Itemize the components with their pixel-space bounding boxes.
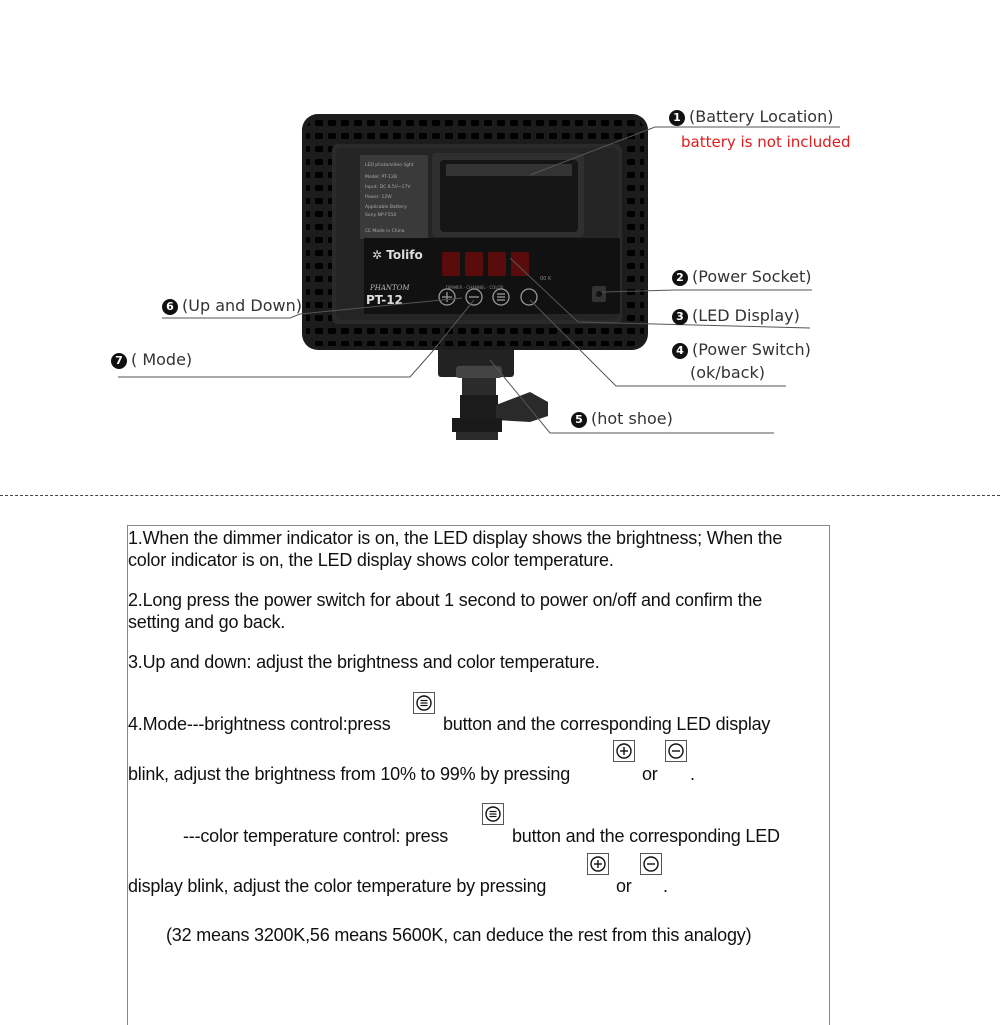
svg-text:DIMMER · CHANNEL · COLOR: DIMMER · CHANNEL · COLOR: [446, 285, 504, 290]
instr-4a-pre: 4.Mode---brightness control:press: [128, 714, 391, 734]
instr-3: 3.Up and down: adjust the brightness and color temperature.: [128, 652, 600, 672]
svg-text:Sony NP-F550: Sony NP-F550: [365, 213, 397, 218]
callout-label: (Power Socket): [692, 267, 812, 286]
svg-text:CE Made in China: CE Made in China: [365, 229, 405, 234]
callout-label: (hot shoe): [591, 409, 673, 428]
callout-label: ( Mode): [131, 350, 193, 369]
callout-number: 2: [672, 270, 688, 286]
callout-mode: [111, 350, 192, 369]
hot-shoe-mount: [438, 345, 548, 440]
svg-text:00 K: 00 K: [540, 276, 552, 282]
callout-label: (LED Display): [692, 306, 800, 325]
instr-4c-pre: ---color temperature control: press: [183, 826, 449, 846]
callout-number: 3: [672, 309, 688, 325]
callout-up-down: [162, 296, 302, 315]
instr-1a: 1.When the dimmer indicator is on, the LED display shows the brightness; When the: [128, 528, 783, 548]
callout-power-switch-sub: (ok/back): [690, 363, 765, 382]
svg-text:Model: PT-12B: Model: PT-12B: [365, 175, 397, 180]
callout-label: (Up and Down): [182, 296, 302, 315]
callout-led-display: [672, 306, 800, 325]
instr-4b-pre: blink, adjust the brightness from 10% to 99% by pressing: [128, 764, 571, 784]
callout-hot-shoe: [571, 409, 673, 428]
callout-number: 6: [162, 299, 178, 315]
svg-text:PHANTOM: PHANTOM: [370, 284, 410, 292]
callout-number: 5: [571, 412, 587, 428]
svg-text:Input: DC 6.5V~17V: Input: DC 6.5V~17V: [365, 185, 411, 190]
instr-4b-end: .: [690, 764, 695, 784]
callout-power-switch: [672, 340, 811, 359]
battery-note: battery is not included: [681, 133, 851, 151]
callout-battery-location: [669, 107, 833, 126]
section-divider: [0, 495, 1000, 496]
instr-2b: setting and go back.: [128, 612, 286, 632]
callout-number: 1: [669, 110, 685, 126]
callout-number: 7: [111, 353, 127, 369]
callout-power-socket: [672, 267, 812, 286]
svg-text:LED photo/video light: LED photo/video light: [365, 163, 414, 168]
instr-1b: color indicator is on, the LED display shows color temperature.: [128, 550, 614, 570]
plus-icon: [613, 740, 635, 762]
svg-text:✲ Tolifo: ✲ Tolifo: [372, 248, 423, 262]
instr-4d-pre: display blink, adjust the color temperature by pressing: [128, 876, 547, 896]
plus-icon: [587, 853, 609, 875]
svg-text:PT-12: PT-12: [366, 293, 403, 307]
callout-label: (Battery Location): [689, 107, 834, 126]
callout-label: (Power Switch): [692, 340, 811, 359]
product-diagram: [0, 0, 1000, 480]
instr-4d-end: .: [663, 876, 668, 896]
minus-icon: [640, 853, 662, 875]
callout-number: 4: [672, 343, 688, 359]
instr-4d-or: or: [616, 876, 632, 896]
minus-icon: [665, 740, 687, 762]
instr-4b-or: or: [642, 764, 658, 784]
instr-4a-post: button and the corresponding LED display: [443, 714, 771, 734]
svg-text:Applicable Battery:: Applicable Battery:: [365, 205, 408, 210]
instr-2a: 2.Long press the power switch for about 1 second to power on/off and confirm the: [128, 590, 763, 610]
mode-icon: [413, 692, 435, 714]
mode-icon: [482, 803, 504, 825]
svg-text:Power: 12W: Power: 12W: [365, 195, 392, 200]
instr-5: (32 means 3200K,56 means 5600K, can deduce the rest from this analogy): [166, 925, 752, 945]
instr-4c-post: button and the corresponding LED: [512, 826, 780, 846]
